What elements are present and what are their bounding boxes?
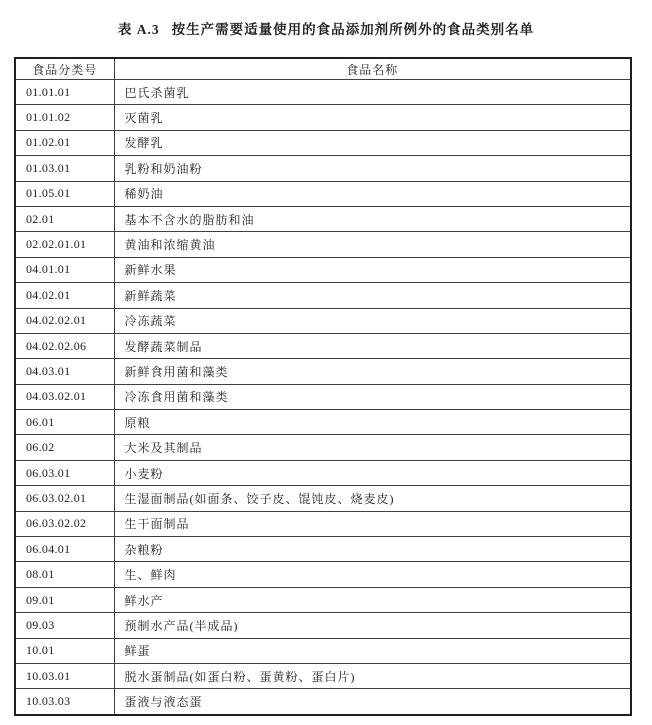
category-code-cell: 04.03.01 [15, 359, 114, 384]
food-category-exceptions-table [14, 57, 632, 716]
table-row [15, 435, 631, 460]
category-code-cell: 06.02 [15, 435, 114, 460]
category-code-cell: 04.02.02.06 [15, 333, 114, 358]
food-name-cell: 稀奶油 [114, 181, 631, 206]
category-code-cell: 04.02.01 [15, 283, 114, 308]
category-code-cell: 06.04.01 [15, 537, 114, 562]
food-name-cell: 预制水产品(半成品) [114, 613, 631, 638]
table-row [15, 156, 631, 181]
category-code-cell: 06.03.02.01 [15, 486, 114, 511]
table-header [15, 58, 631, 80]
category-code-cell: 04.02.02.01 [15, 308, 114, 333]
category-code-cell: 10.03.03 [15, 689, 114, 715]
food-name-cell: 原粮 [114, 410, 631, 435]
food-name-cell: 巴氏杀菌乳 [114, 80, 631, 105]
category-code-cell: 01.01.02 [15, 105, 114, 130]
food-name-cell: 乳粉和奶油粉 [114, 156, 631, 181]
header-food-name: 食品名称 [114, 58, 631, 80]
food-name-cell: 灭菌乳 [114, 105, 631, 130]
food-name-cell: 新鲜水果 [114, 257, 631, 282]
food-name-cell: 发酵蔬菜制品 [114, 333, 631, 358]
category-code-cell: 06.01 [15, 410, 114, 435]
food-name-cell: 鲜蛋 [114, 638, 631, 663]
table-row [15, 333, 631, 358]
category-code-cell: 01.01.01 [15, 80, 114, 105]
category-code-cell: 08.01 [15, 562, 114, 587]
food-name-cell: 脱水蛋制品(如蛋白粉、蛋黄粉、蛋白片) [114, 663, 631, 688]
table-row [15, 206, 631, 231]
table-row [15, 689, 631, 715]
food-name-cell: 基本不含水的脂肪和油 [114, 206, 631, 231]
table-row [15, 257, 631, 282]
table-title [0, 18, 652, 38]
food-name-cell: 蛋液与液态蛋 [114, 689, 631, 715]
category-code-cell: 02.02.01.01 [15, 232, 114, 257]
table-row [15, 80, 631, 105]
table-row [15, 232, 631, 257]
food-name-cell: 大米及其制品 [114, 435, 631, 460]
table-row [15, 460, 631, 485]
table-row [15, 613, 631, 638]
food-name-cell: 冷冻蔬菜 [114, 308, 631, 333]
food-name-cell: 生干面制品 [114, 511, 631, 536]
table-row [15, 562, 631, 587]
category-code-cell: 02.01 [15, 206, 114, 231]
table-row [15, 384, 631, 409]
food-name-cell: 冷冻食用菌和藻类 [114, 384, 631, 409]
food-name-cell: 黄油和浓缩黄油 [114, 232, 631, 257]
category-code-cell: 06.03.01 [15, 460, 114, 485]
food-name-cell: 小麦粉 [114, 460, 631, 485]
table-row [15, 663, 631, 688]
category-code-cell: 10.01 [15, 638, 114, 663]
table-row [15, 486, 631, 511]
table-title-text: 按生产需要适量使用的食品添加剂所例外的食品类别名单 [171, 22, 535, 37]
category-code-cell: 04.01.01 [15, 257, 114, 282]
table-body [15, 80, 631, 715]
table-row [15, 511, 631, 536]
table-row [15, 410, 631, 435]
table-header-row [15, 58, 631, 80]
table-row [15, 181, 631, 206]
table-row [15, 359, 631, 384]
category-code-cell: 01.02.01 [15, 130, 114, 155]
category-code-cell: 01.05.01 [15, 181, 114, 206]
food-name-cell: 杂粮粉 [114, 537, 631, 562]
category-code-cell: 09.03 [15, 613, 114, 638]
category-code-cell: 10.03.01 [15, 663, 114, 688]
category-code-cell: 01.03.01 [15, 156, 114, 181]
food-name-cell: 发酵乳 [114, 130, 631, 155]
table-row [15, 308, 631, 333]
food-name-cell: 鲜水产 [114, 587, 631, 612]
table-row [15, 638, 631, 663]
category-code-cell: 06.03.02.02 [15, 511, 114, 536]
header-category-code: 食品分类号 [15, 58, 114, 80]
table-row [15, 587, 631, 612]
food-name-cell: 生、鲜肉 [114, 562, 631, 587]
table-row [15, 537, 631, 562]
food-name-cell: 新鲜蔬菜 [114, 283, 631, 308]
table-row [15, 130, 631, 155]
table-row [15, 105, 631, 130]
category-code-cell: 04.03.02.01 [15, 384, 114, 409]
food-name-cell: 生湿面制品(如面条、饺子皮、馄饨皮、烧麦皮) [114, 486, 631, 511]
category-code-cell: 09.01 [15, 587, 114, 612]
table-row [15, 283, 631, 308]
table-title-label: 表 A.3 [117, 22, 160, 37]
food-name-cell: 新鲜食用菌和藻类 [114, 359, 631, 384]
